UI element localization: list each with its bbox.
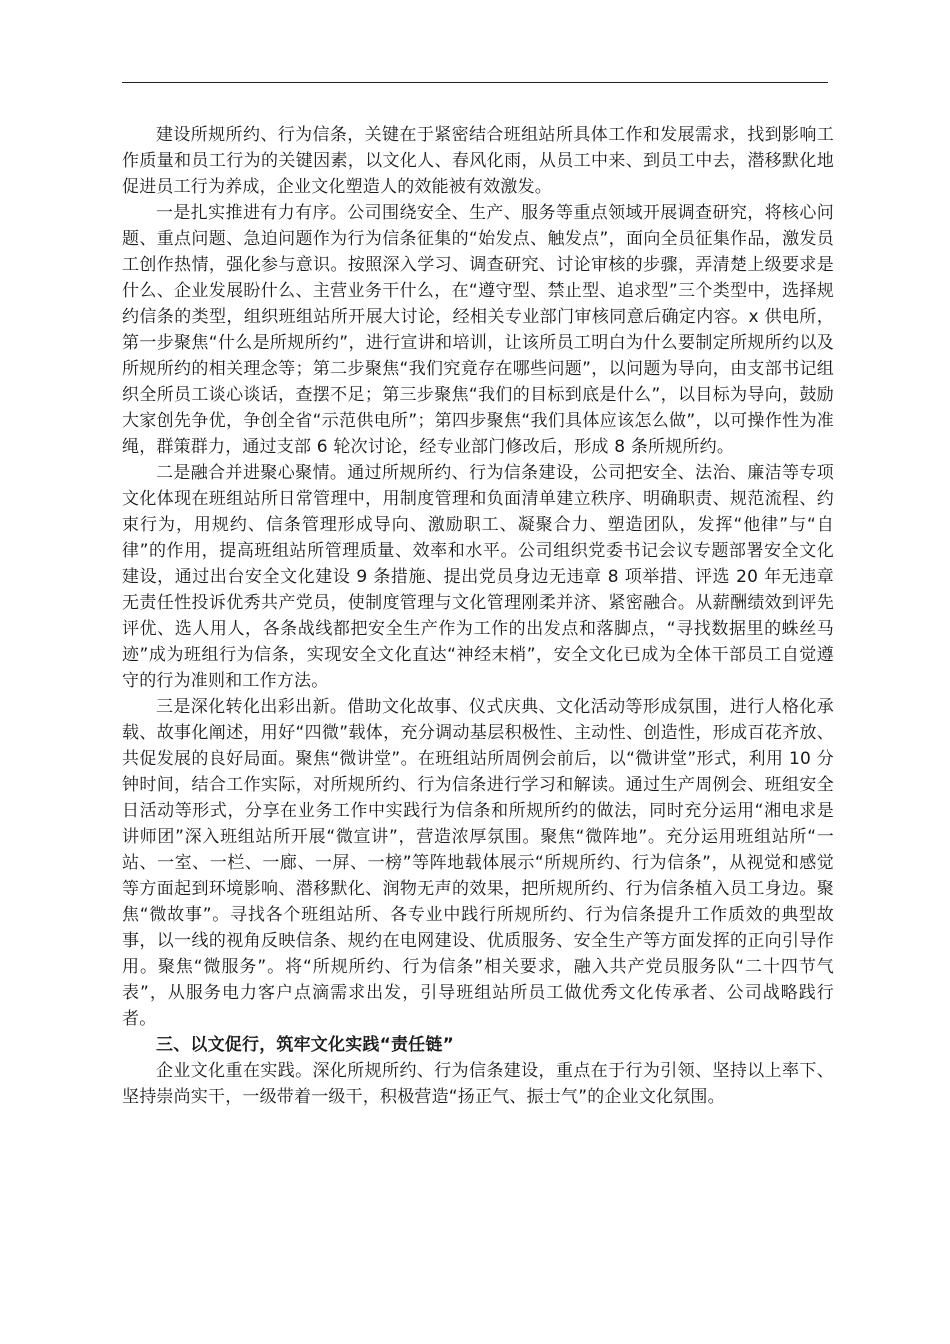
section-heading: 三、以文促行，筑牢文化实践“责任链” (156, 1035, 454, 1055)
paragraph-point-three: 三是深化转化出彩出新。借助文化故事、仪式庆典、文化活动等形成氛围，进行人格化承载、故事化阐述，用好“四微”载体，充分调动基层积极性、主动性、创造性，形成百花齐放、共促发展的良好局面。聚焦“微讲堂”。在班组站所周例会前后，以“微讲堂”形式，利用 10 分钟时间，结合工作实际，对所规所约、行为信条进行学习和解读。通过生产周例会、班组安全日活动等形式，分享在业务工作中实践行为信条和所规所约的做法，同时充分运用“湘电求是讲师团”深入班组站所开展“微宣讲”，营造浓厚氛围。聚焦“微阵地”。充分运用班组站所“一站、一室、一栏、一廊、一屏、一榜”等阵地载体展示“所规所约、行为信条”，从视觉和感觉等方面起到环境影响、潜移默化、润物无声的效果，把所规所约、行为信条植入员工身边。聚焦“微故事”。寻找各个班组站所、各专业中践行所规所约、行为信条提升工作质效的典型故事，以一线的视角反映信条、规约在电网建设、优质服务、安全生产等方面发挥的正向引导作用。聚焦“微服务”。将“所规所约、行为信条”相关要求，融入共产党员服务队“二十四节气表”，从服务电力客户点滴需求出发，引导班组站所员工做优秀文化传承者、公司战略践行者。 (122, 697, 834, 1029)
paragraph-intro: 建设所规所约、行为信条，关键在于紧密结合班组站所具体工作和发展需求，找到影响工作质量和员工行为的关键因素，以文化人、春风化雨，从员工中来、到员工中去，潜移默化地促进员工行为养成，企业文化塑造人的效能被有效激发。 (122, 125, 834, 197)
paragraph-point-one: 一是扎实推进有力有序。公司围绕安全、生产、服务等重点领域开展调查研究，将核心问题、重点问题、急迫问题作为行为信条征集的“始发点、触发点”，面向全员征集作品，激发员工创作热情，强化参与意识。按照深入学习、调查研究、讨论审核的步骤，弄清楚上级要求是什么、企业发展盼什么、主营业务干什么，在“遵守型、禁止型、追求型”三个类型中，选择规约信条的类型，组织班组站所开展大讨论，经相关专业部门审核同意后确定内容。x 供电所，第一步聚焦“什么是所规所约”，进行宣讲和培训，让该所员工明白为什么要制定所规所约以及所规所约的相关理念等；第二步聚焦“我们究竟存在哪些问题”，以问题为导向，由支部书记组织全所员工谈心谈话，查摆不足；第三步聚焦“我们的目标到底是什么”，以目标为导向，鼓励大家创先争优，争创全省“示范供电所”；第四步聚焦“我们具体应该怎么做”，以可操作性为准绳，群策群力，通过支部 6 轮次讨论，经专业部门修改后，形成 8 条所规所约。 (122, 203, 834, 457)
document-body (122, 122, 834, 1110)
paragraph-point-two: 二是融合并进聚心聚情。通过所规所约、行为信条建设，公司把安全、法治、廉洁等专项文化体现在班组站所日常管理中，用制度管理和负面清单建立秩序、明确职责、规范流程、约束行为，用规约、信条管理形成导向、激励职工、凝聚合力、塑造团队，发挥“他律”与“自律”的作用，提高班组站所管理质量、效率和水平。公司组织党委书记会议专题部署安全文化建设，通过出台安全文化建设 9 条措施、提出党员身边无违章 8 项举措、评选 20 年无违章无责任性投诉优秀共产党员，使制度管理与文化管理刚柔并济、紧密融合。从薪酬绩效到评先评优、选人用人，各条战线都把安全生产作为工作的出发点和落脚点，“寻找数据里的蛛丝马迹”成为班组行为信条，实现安全文化直达“神经末梢”，安全文化已成为全体干部员工自觉遵守的行为准则和工作方法。 (122, 463, 834, 691)
paragraph-section-intro: 企业文化重在实践。深化所规所约、行为信条建设，重点在于行为引领、坚持以上率下、坚持崇尚实干，一级带着一级干，积极营造“扬正气、振士气”的企业文化氛围。 (122, 1061, 834, 1107)
header-rule (122, 82, 828, 83)
